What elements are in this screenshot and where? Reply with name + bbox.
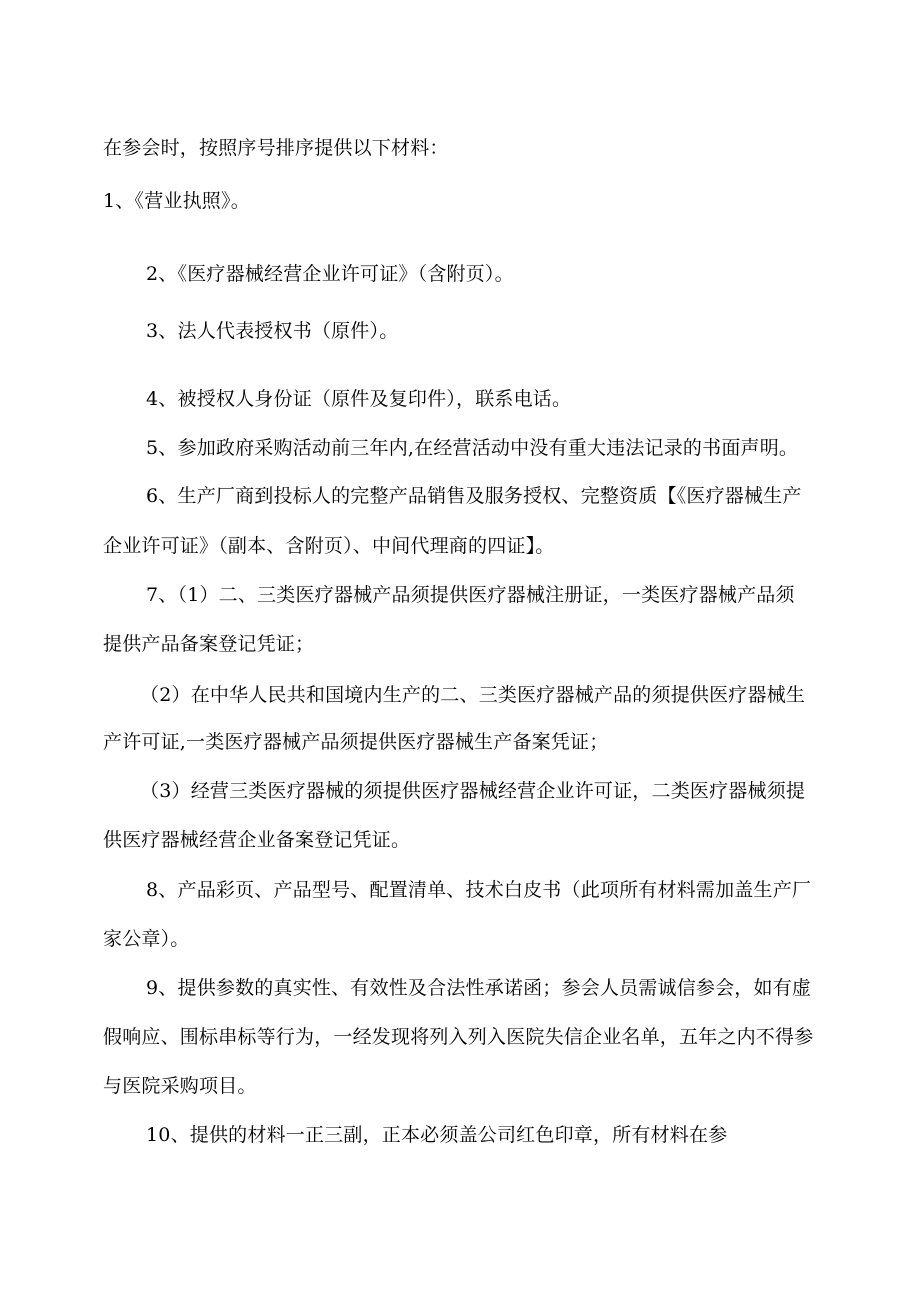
list-item-7-sub-2-line-1: （2）在中华人民共和国境内生产的二、三类医疗器械产品的须提供医疗器械生 — [140, 684, 806, 706]
list-item-6-line-2: 企业许可证》（副本、含附页）、中间代理商的四证】。 — [103, 535, 555, 557]
list-item-4: 4、被授权人身份证（原件及复印件），联系电话。 — [146, 388, 572, 410]
list-item-7-sub-3-line-1: （3）经营三类医疗器械的须提供医疗器械经营企业许可证，二类医疗器械须提 — [140, 780, 806, 802]
list-item-8-line-2: 家公章）。 — [103, 928, 190, 950]
list-item-7-line-2: 提供产品备案登记凭证； — [103, 633, 315, 655]
list-item-2: 2、《医疗器械经营企业许可证》（含附页）。 — [146, 263, 514, 285]
list-item-9-line-3: 与医院采购项目。 — [103, 1075, 257, 1097]
list-item-7-sub-2-line-2: 产许可证,一类医疗器械产品须提供医疗器械生产备案凭证； — [103, 731, 609, 753]
list-item-10: 10、提供的材料一正三副，正本必须盖公司红色印章，所有材料在参 — [146, 1124, 728, 1146]
list-item-6-line-1: 6、生产厂商到投标人的完整产品销售及服务授权、完整资质【《医疗器械生产 — [146, 485, 802, 507]
list-item-9-line-1: 9、提供参数的真实性、有效性及合法性承诺函；参会人员需诚信参会，如有虚 — [146, 977, 812, 999]
list-item-5: 5、参加政府采购活动前三年内,在经营活动中没有重大违法记录的书面声明。 — [146, 437, 799, 459]
list-item-8-line-1: 8、产品彩页、产品型号、配置清单、技术白皮书（此项所有材料需加盖生产厂 — [146, 879, 812, 901]
list-item-1: 1、《营业执照》。 — [103, 190, 250, 212]
list-item-9-line-2: 假响应、围标串标等行为，一经发现将列入列入医院失信企业名单，五年之内不得参 — [103, 1026, 814, 1048]
list-item-3: 3、法人代表授权书（原件）。 — [146, 320, 399, 342]
list-item-7-line-1: 7、（1）二、三类医疗器械产品须提供医疗器械注册证，一类医疗器械产品须 — [146, 584, 795, 606]
list-item-7-sub-3-line-2: 供医疗器械经营企业备案登记凭证。 — [103, 829, 411, 851]
intro-text: 在参会时，按照序号排序提供以下材料： — [103, 137, 449, 159]
